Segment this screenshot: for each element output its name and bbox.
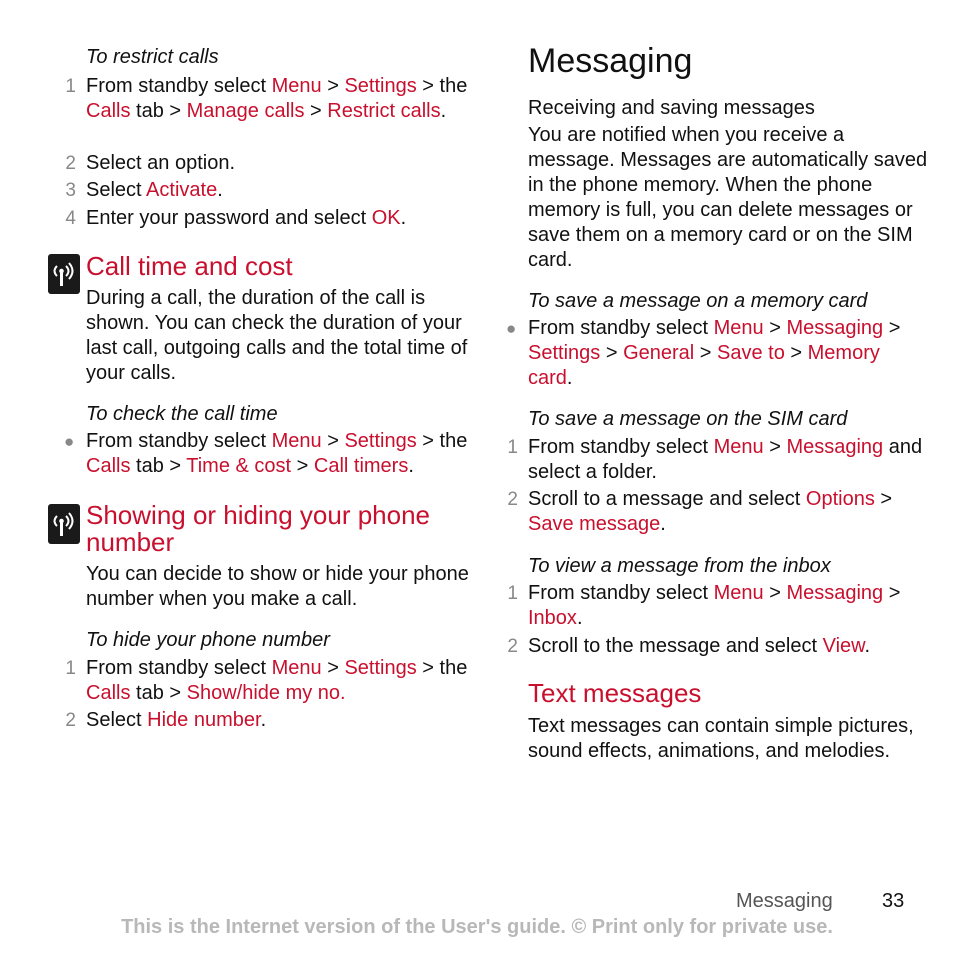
save-memory-title: To save a message on a memory card bbox=[528, 290, 868, 312]
save-message-link[interactable]: Save message bbox=[528, 513, 661, 535]
save-sim-step-2: 2 Scroll to a message and select Options > Save message. bbox=[507, 488, 893, 535]
inbox-link[interactable]: Inbox bbox=[528, 607, 577, 629]
restrict-calls-link[interactable]: Restrict calls bbox=[327, 100, 441, 122]
show-hide-my-no-link[interactable]: Show/hide my no. bbox=[186, 682, 346, 704]
network-icon bbox=[48, 504, 80, 544]
view-link[interactable]: View bbox=[822, 635, 865, 657]
settings-link[interactable]: Settings bbox=[344, 657, 417, 679]
save-to-link[interactable]: Save to bbox=[717, 342, 785, 364]
call-time-heading: Call time and cost bbox=[86, 251, 293, 281]
menu-link[interactable]: Menu bbox=[713, 317, 764, 339]
time-cost-link[interactable]: Time & cost bbox=[186, 455, 292, 477]
footer-disclaimer: This is the Internet version of the User's guide. © Print only for private use. bbox=[121, 916, 833, 938]
manage-calls-link[interactable]: Manage calls bbox=[186, 100, 305, 122]
restrict-step-4: 4 Enter your password and select OK. bbox=[65, 207, 407, 229]
hide-number-link[interactable]: Hide number bbox=[147, 709, 261, 731]
restrict-step-2: 2 Select an option. bbox=[65, 152, 235, 174]
messaging-link[interactable]: Messaging bbox=[786, 436, 884, 458]
memory-card-link[interactable]: Memory card bbox=[528, 342, 880, 389]
calls-link[interactable]: Calls bbox=[86, 682, 131, 704]
view-inbox-step-2: 2 Scroll to the message and select View. bbox=[507, 635, 871, 657]
page-number: 33 bbox=[882, 890, 905, 912]
hide-step-1: 1 From standby select Menu > Settings > the Calls tab > Show/hide my no. bbox=[65, 657, 468, 704]
network-icon bbox=[48, 254, 80, 294]
restrict-step-1: 1 From standby select Menu > Settings > the Calls tab > Manage calls > Restrict calls. bbox=[65, 75, 468, 122]
show-hide-body: You can decide to show or hide your phone number when you make a call. bbox=[86, 563, 469, 610]
page-title: Messaging bbox=[528, 42, 693, 80]
options-link[interactable]: Options bbox=[805, 488, 875, 510]
show-hide-heading: Showing or hiding your phone number bbox=[86, 500, 431, 557]
save-memory-bullet: ● From standby select Menu > Messaging > Settings > General > Save to > Memory card. bbox=[506, 317, 901, 389]
save-sim-step-1: 1 From standby select Menu > Messaging and select a folder. bbox=[507, 436, 923, 483]
menu-link[interactable]: Menu bbox=[713, 582, 764, 604]
save-sim-title: To save a message on the SIM card bbox=[528, 408, 848, 430]
receiving-heading: Receiving and saving messages bbox=[528, 97, 815, 119]
view-inbox-title: To view a message from the inbox bbox=[528, 555, 831, 577]
restrict-calls-title: To restrict calls bbox=[86, 46, 219, 68]
call-timers-link[interactable]: Call timers bbox=[313, 455, 409, 477]
check-call-time-bullet: ● From standby select Menu > Settings > the Calls tab > Time & cost > Call timers. bbox=[64, 430, 468, 477]
settings-link[interactable]: Settings bbox=[344, 430, 417, 452]
text-messages-heading: Text messages bbox=[528, 678, 702, 708]
check-call-time-title: To check the call time bbox=[86, 403, 278, 425]
messaging-link[interactable]: Messaging bbox=[786, 582, 884, 604]
ok-link[interactable]: OK bbox=[371, 207, 401, 229]
activate-link[interactable]: Activate bbox=[146, 179, 218, 201]
restrict-step-3: 3 Select Activate. bbox=[65, 179, 223, 201]
settings-link[interactable]: Settings bbox=[344, 75, 417, 97]
hide-step-2: 2 Select Hide number. bbox=[65, 709, 267, 731]
menu-link[interactable]: Menu bbox=[713, 436, 764, 458]
menu-link[interactable]: Menu bbox=[271, 430, 322, 452]
menu-link[interactable]: Menu bbox=[271, 657, 322, 679]
receiving-body: You are notified when you receive a message. Messages are automatically saved in the phone memory. When the phone memory is full, you can delete messages or save them on a memory card or on the SIM card. bbox=[528, 124, 928, 271]
footer-section-label: Messaging bbox=[736, 890, 833, 912]
call-time-body: During a call, the duration of the call is shown. You can check the duration of your last call, outgoing calls and the total time of your calls. bbox=[86, 287, 468, 384]
settings-link[interactable]: Settings bbox=[528, 342, 601, 364]
view-inbox-step-1: 1 From standby select Menu > Messaging > Inbox. bbox=[507, 582, 901, 629]
messaging-link[interactable]: Messaging bbox=[786, 317, 884, 339]
hide-number-title: To hide your phone number bbox=[86, 629, 330, 651]
general-link[interactable]: General bbox=[623, 342, 695, 364]
calls-link[interactable]: Calls bbox=[86, 455, 131, 477]
menu-link[interactable]: Menu bbox=[271, 75, 322, 97]
calls-link[interactable]: Calls bbox=[86, 100, 131, 122]
text-messages-body: Text messages can contain simple pictures, sound effects, animations, and melodies. bbox=[528, 715, 914, 762]
